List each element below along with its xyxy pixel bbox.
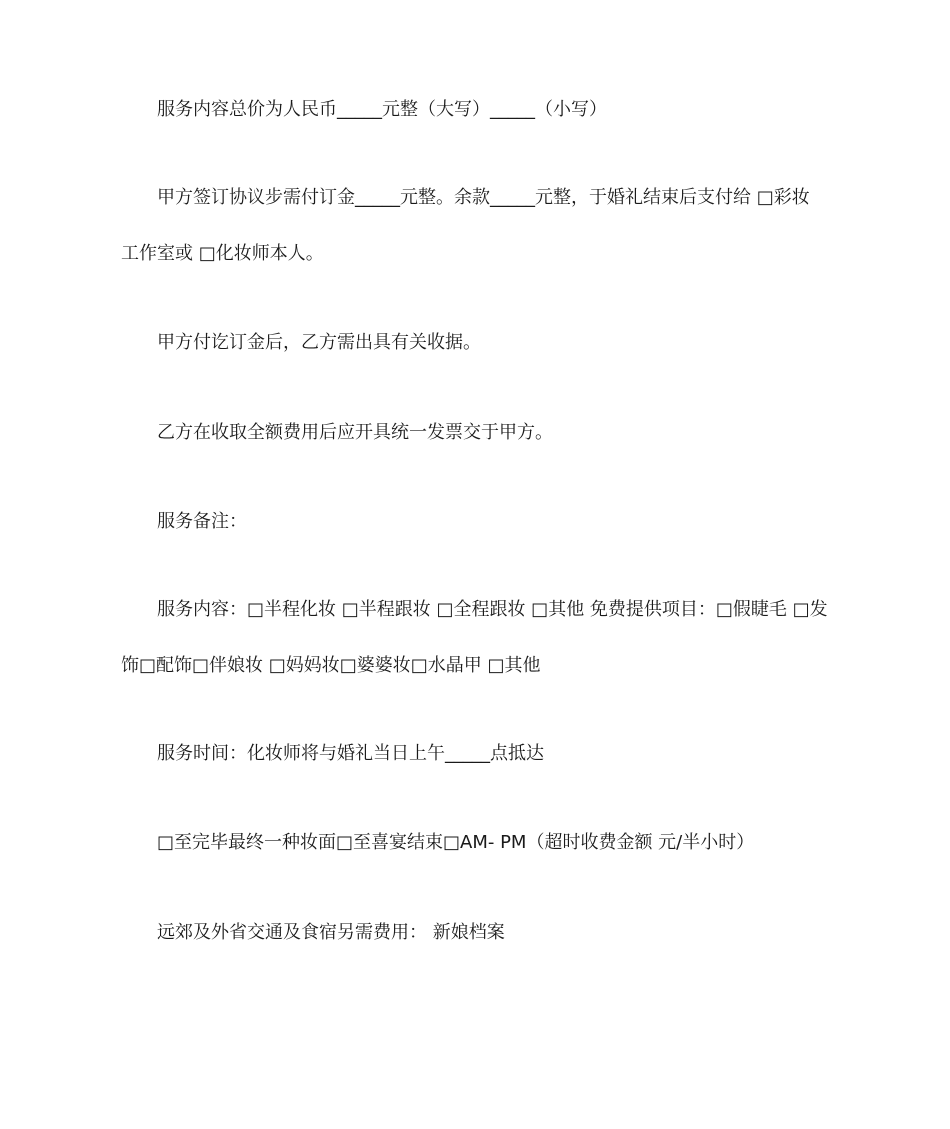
invoice-line: 乙方在收取全额费用后应开具统一发票交于甲方。 bbox=[157, 422, 553, 443]
service-end-line: □至完毕最终一种妆面□至喜宴结束□AM- PM（超时收费金额 元/半小时） bbox=[157, 832, 755, 853]
service-content-line-1: 服务内容：□半程化妆 □半程跟妆 □全程跟妆 □其他 免费提供项目：□假睫毛 □发 bbox=[157, 599, 828, 620]
service-time-line: 服务时间：化妆师将与婚礼当日上午_____点抵达 bbox=[157, 743, 544, 764]
deposit-line-1: 甲方签订协议步需付订金_____元整。余款_____元整，于婚礼结束后支付给 □彩妆 bbox=[157, 187, 810, 208]
service-content-line-2: 饰□配饰□伴娘妆 □妈妈妆□婆婆妆□水晶甲 □其他 bbox=[121, 655, 541, 676]
receipt-line: 甲方付讫订金后，乙方需出具有关收据。 bbox=[157, 332, 481, 353]
deposit-line-2: 工作室或 □化妆师本人。 bbox=[121, 243, 324, 264]
travel-fees-line: 远郊及外省交通及食宿另需费用： 新娘档案 bbox=[157, 922, 505, 943]
service-notes-label: 服务备注： bbox=[157, 511, 247, 532]
total-price-line: 服务内容总价为人民币_____元整（大写）_____（小写） bbox=[157, 99, 607, 120]
